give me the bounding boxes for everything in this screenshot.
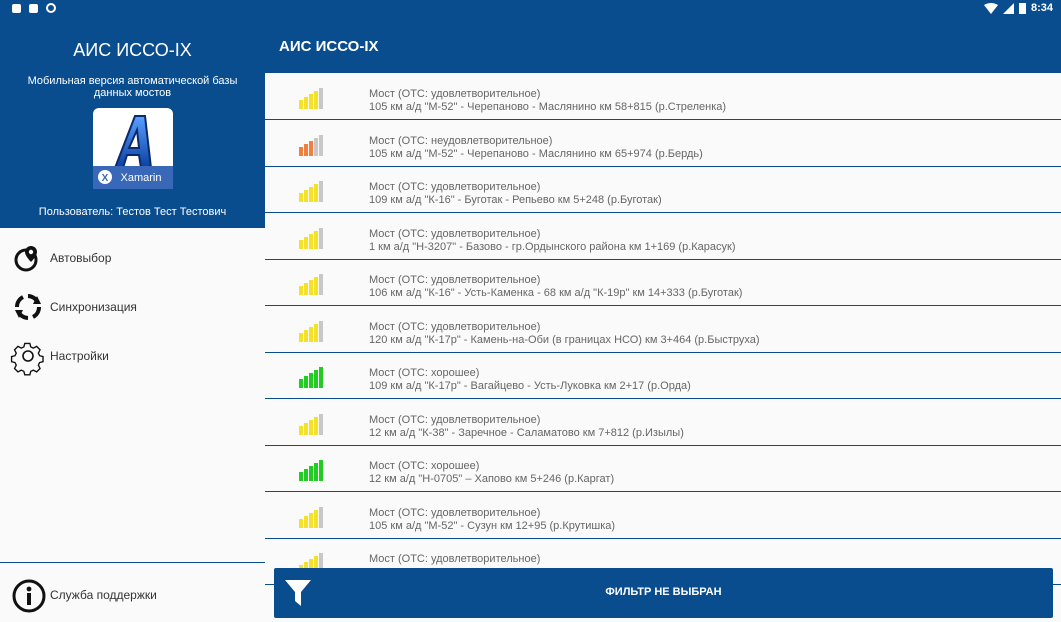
signal-bar	[299, 100, 303, 109]
bridge-description: 106 км а/д "К-16" - Усть-Каменка - 68 км а/д "К-19р" км 14+333 (р.Буготак)	[369, 287, 743, 299]
signal-bar	[314, 91, 318, 109]
bridge-description: 109 км а/д "К-17р" - Вагайцево - Усть-Луковка км 2+17 (р.Орда)	[369, 380, 691, 392]
signal-bar	[309, 513, 313, 528]
signal-bar	[309, 94, 313, 109]
condition-signal-icon	[299, 414, 323, 435]
sync-icon	[12, 291, 44, 323]
bridge-status: Мост (ОТС: хорошее)	[369, 367, 480, 379]
gear-icon	[12, 340, 44, 372]
signal-bar	[304, 376, 308, 388]
signal-bar	[319, 274, 323, 295]
drawer-header	[0, 18, 265, 228]
notification-a-icon	[12, 4, 21, 13]
bridge-status: Мост (ОТС: удовлетворительное)	[369, 181, 541, 193]
app-bar	[265, 18, 1061, 73]
signal-bar	[304, 144, 308, 156]
drawer-subtitle: Мобильная версия автоматической базы данных мостов	[27, 75, 238, 99]
logo-text: Xamarin	[120, 172, 162, 184]
bridge-description: 109 км а/д "К-16" - Буготак - Репьево км 5+248 (р.Буготак)	[369, 194, 662, 206]
bridge-status: Мост (ОТС: неудовлетворительное)	[369, 134, 553, 147]
bridge-list-item[interactable]	[265, 120, 1061, 167]
condition-signal-icon	[299, 181, 323, 202]
signal-bar	[299, 472, 303, 481]
signal-bar	[319, 414, 323, 435]
signal-bar	[299, 193, 303, 202]
current-user: Пользователь: Тестов Тест Тестович	[38, 206, 227, 218]
status-bar	[0, 0, 1061, 18]
nav-item-label: Настройки	[50, 349, 109, 363]
status-indicators	[984, 2, 1053, 14]
signal-bar	[304, 237, 308, 249]
signal-bar	[319, 88, 323, 109]
condition-signal-icon	[299, 135, 323, 156]
signal-bar	[304, 330, 308, 342]
signal-bar	[299, 147, 303, 156]
signal-bar	[299, 286, 303, 295]
sd-card-icon	[29, 4, 38, 13]
page-title: АИС ИССО-IX	[279, 38, 379, 55]
signal-bar	[309, 280, 313, 295]
bridge-list-item[interactable]	[265, 259, 1061, 306]
bridge-status: Мост (ОТС: удовлетворительное)	[369, 506, 541, 519]
signal-bar	[319, 321, 323, 342]
signal-bar	[304, 190, 308, 202]
bridge-status: Мост (ОТС: удовлетворительное)	[369, 320, 541, 333]
circle-notification-icon	[46, 3, 56, 13]
signal-bar	[299, 333, 303, 342]
signal-bar	[314, 277, 318, 295]
signal-bar	[309, 327, 313, 342]
bridge-list-item[interactable]	[265, 73, 1061, 120]
nav-item-label: Автовыбор	[50, 251, 112, 265]
signal-bar	[314, 184, 318, 202]
bridge-status: Мост (ОТС: удовлетворительное)	[369, 88, 541, 100]
bridge-description: 120 км а/д "К-17р" - Камень-на-Оби (в границах НСО) км 3+464 (р.Быструха)	[369, 333, 760, 346]
signal-bar	[309, 420, 313, 435]
battery-icon	[1019, 2, 1026, 14]
bridge-status: Мост (ОТС: удовлетворительное)	[369, 274, 541, 286]
bridge-description: 105 км а/д "М-52" - Сузун км 12+95 (р.Крутишка)	[369, 519, 616, 532]
signal-bar	[304, 97, 308, 109]
signal-bar	[319, 507, 323, 528]
bridge-description: 105 км а/д "М-52" - Черепаново - Маслянино км 65+974 (р.Бердь)	[369, 147, 703, 160]
signal-bar	[314, 463, 318, 481]
bridge-description: 12 км а/д "К-38" - Заречное - Саламатово км 7+812 (р.Изылы)	[369, 426, 684, 439]
support-label: Служба поддержки	[50, 588, 157, 602]
nav-item-label: Синхронизация	[50, 300, 137, 314]
svg-text:X: X	[101, 173, 109, 184]
bridge-list-item[interactable]	[265, 306, 1061, 353]
bridge-description: 12 км а/д "Н-0705" – Хапово км 5+246 (р.Каргат)	[369, 473, 615, 485]
info-icon	[12, 579, 46, 618]
signal-bar	[314, 231, 318, 249]
signal-bar	[304, 469, 308, 481]
signal-bar	[309, 187, 313, 202]
signal-bar	[304, 423, 308, 435]
signal-bar	[309, 234, 313, 249]
bridge-status: Мост (ОТС: удовлетворительное)	[369, 413, 541, 426]
signal-bar	[314, 138, 318, 156]
filter-button-label: ФИЛЬТР НЕ ВЫБРАН	[605, 586, 722, 598]
condition-signal-icon	[299, 88, 323, 109]
drawer-title: АИС ИССО-IX	[73, 40, 192, 60]
signal-bar	[299, 426, 303, 435]
signal-bar	[314, 417, 318, 435]
condition-signal-icon	[299, 507, 323, 528]
signal-bar	[299, 379, 303, 388]
filter-button[interactable]	[274, 568, 1053, 618]
nav-item-autoselect[interactable]	[0, 236, 265, 280]
bridge-list-item[interactable]	[265, 492, 1061, 539]
bridge-list-item[interactable]	[265, 352, 1061, 399]
bridge-status: Мост (ОТС: хорошее)	[369, 460, 480, 472]
status-notifications	[12, 3, 56, 13]
nav-item-settings[interactable]	[0, 334, 265, 378]
condition-signal-icon	[299, 367, 323, 388]
wifi-icon	[984, 3, 998, 14]
signal-bar	[314, 370, 318, 388]
signal-bar	[299, 519, 303, 528]
bridge-list-item[interactable]	[265, 399, 1061, 446]
signal-bar	[319, 228, 323, 249]
signal-bar	[309, 141, 313, 156]
app-logo	[93, 108, 173, 189]
signal-bar	[309, 466, 313, 481]
signal-bar	[314, 510, 318, 528]
location-icon	[12, 242, 44, 274]
signal-bar	[304, 283, 308, 295]
bridge-description: 105 км а/д "М-52" - Черепаново - Маслянино км 58+815 (р.Стреленка)	[369, 101, 727, 113]
bridge-list[interactable]	[265, 73, 1061, 565]
drawer-divider	[0, 562, 265, 563]
signal-bar	[299, 240, 303, 249]
signal-bar	[319, 367, 323, 388]
cell-signal-icon	[1003, 3, 1014, 14]
status-time: 8:34	[1030, 2, 1053, 14]
bridge-list-item[interactable]	[265, 445, 1061, 492]
bridge-status: Мост (ОТС: удовлетворительное)	[369, 227, 541, 240]
nav-item-support[interactable]	[0, 575, 265, 615]
condition-signal-icon	[299, 460, 323, 481]
signal-bar	[319, 460, 323, 481]
signal-bar	[314, 324, 318, 342]
signal-bar	[304, 516, 308, 528]
signal-bar	[319, 181, 323, 202]
bridge-description: 1 км а/д "Н-3207" - Базово - гр.Ордынского района км 1+169 (р.Карасук)	[369, 240, 736, 253]
nav-item-sync[interactable]	[0, 285, 265, 329]
bridge-list-item[interactable]	[265, 213, 1061, 260]
condition-signal-icon	[299, 228, 323, 249]
signal-bar	[309, 373, 313, 388]
condition-signal-icon	[299, 274, 323, 295]
bridge-status: Мост (ОТС: удовлетворительное)	[369, 553, 541, 565]
condition-signal-icon	[299, 321, 323, 342]
bridge-list-item[interactable]	[265, 166, 1061, 213]
signal-bar	[319, 135, 323, 156]
